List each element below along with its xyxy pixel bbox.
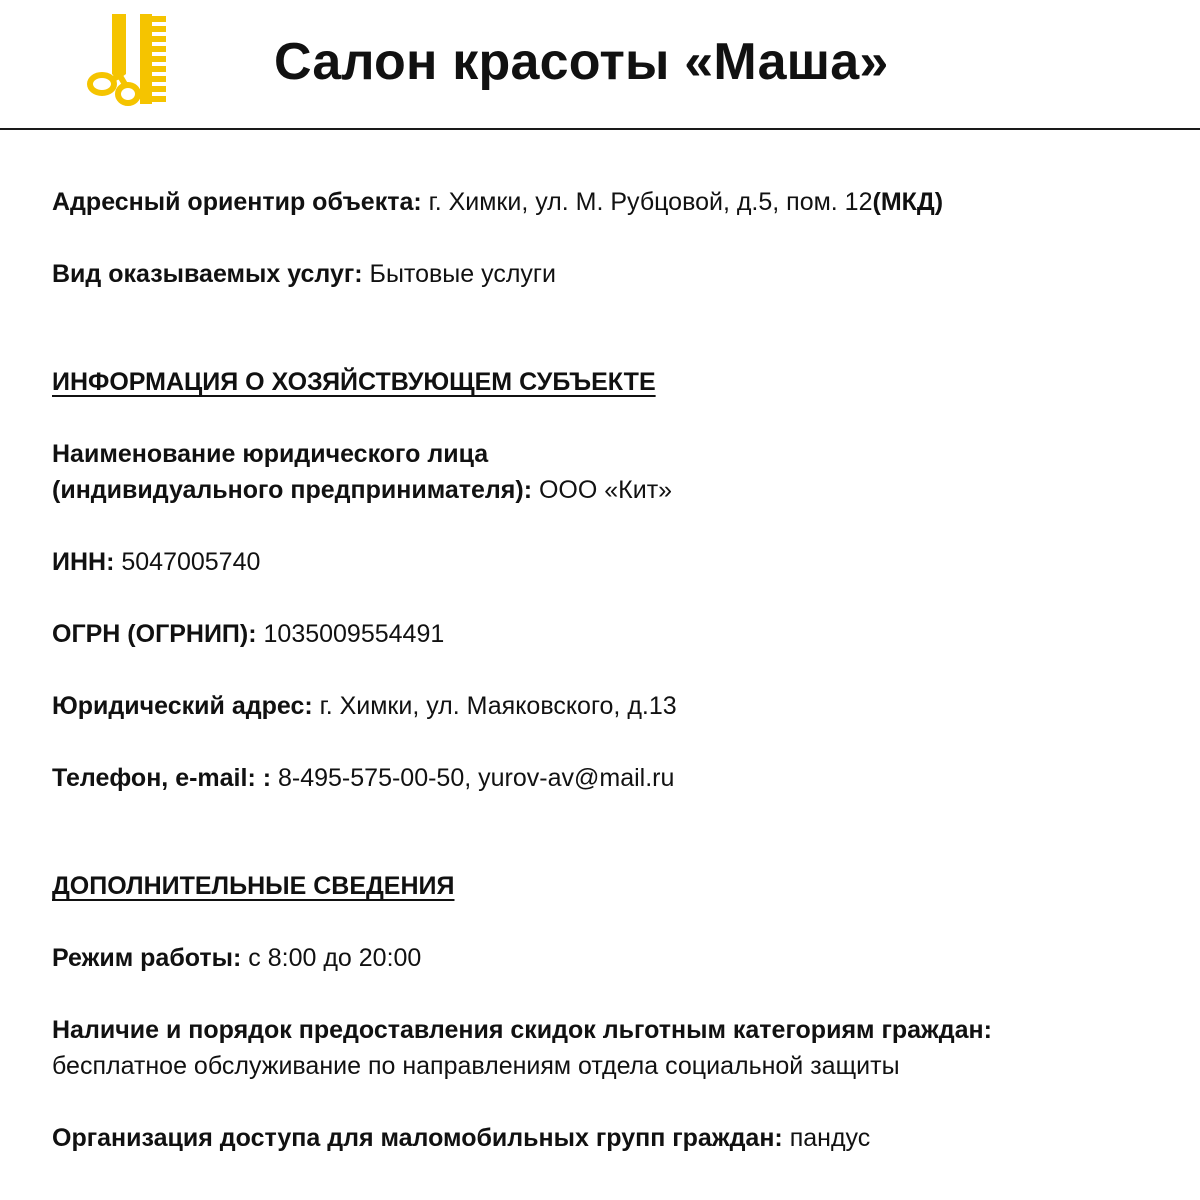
entity-name-value: ООО «Кит»: [532, 476, 673, 504]
header: [0, 0, 1200, 130]
discounts-row-2: [52, 1048, 900, 1084]
services-label: Вид оказываемых услуг:: [52, 260, 363, 288]
entity-section-title: ИНФОРМАЦИЯ О ХОЗЯЙСТВУЮЩЕМ СУБЪЕКТЕ: [52, 368, 656, 396]
ogrn-label: ОГРН (ОГРНИП):: [52, 620, 257, 648]
ogrn-row: [52, 616, 444, 652]
discounts-row-1: [52, 1012, 992, 1048]
object-address-label: Адресный ориентир объекта:: [52, 188, 422, 216]
additional-section-title: ДОПОЛНИТЕЛЬНЫЕ СВЕДЕНИЯ: [52, 872, 455, 900]
scissors-comb-icon: [82, 10, 174, 108]
services-value: Бытовые услуги: [362, 260, 556, 288]
object-address-value: г. Химки, ул. М. Рубцовой, д.5, пом. 12: [421, 188, 873, 216]
legal-address-value: г. Химки, ул. Маяковского, д.13: [312, 692, 677, 720]
discounts-value: бесплатное обслуживание по направлениям отдела социальной защиты: [52, 1052, 900, 1080]
legal-address-row: [52, 688, 677, 724]
inn-label: ИНН:: [52, 548, 115, 576]
access-row: [52, 1120, 870, 1156]
hours-value: с 8:00 до 20:00: [241, 944, 422, 972]
hours-label: Режим работы:: [52, 944, 242, 972]
legal-address-label: Юридический адрес:: [52, 692, 313, 720]
contacts-value: 8-495-575-00-50, yurov-av@mail.ru: [271, 764, 675, 792]
inn-value: 5047005740: [114, 548, 261, 576]
entity-name-label-line1: Наименование юридического лица: [52, 440, 489, 468]
discounts-label: Наличие и порядок предоставления скидок льготным категориям граждан:: [52, 1016, 992, 1044]
ogrn-value: 1035009554491: [256, 620, 445, 648]
access-value: пандус: [782, 1124, 871, 1152]
entity-name-row-1: [52, 436, 488, 472]
object-address-suffix: (МКД): [872, 188, 944, 216]
hours-row: [52, 940, 421, 976]
access-label: Организация доступа для маломобильных групп граждан:: [52, 1124, 783, 1152]
inn-row: [52, 544, 260, 580]
page-title: Салон красоты «Маша»: [274, 33, 889, 91]
object-address-row: [52, 184, 943, 220]
contacts-row: [52, 760, 674, 796]
entity-name-row-2: [52, 472, 672, 508]
entity-name-label-line2: (индивидуального предпринимателя):: [52, 476, 533, 504]
services-row: [52, 256, 556, 292]
contacts-label: Телефон, e-mail: :: [52, 764, 272, 792]
